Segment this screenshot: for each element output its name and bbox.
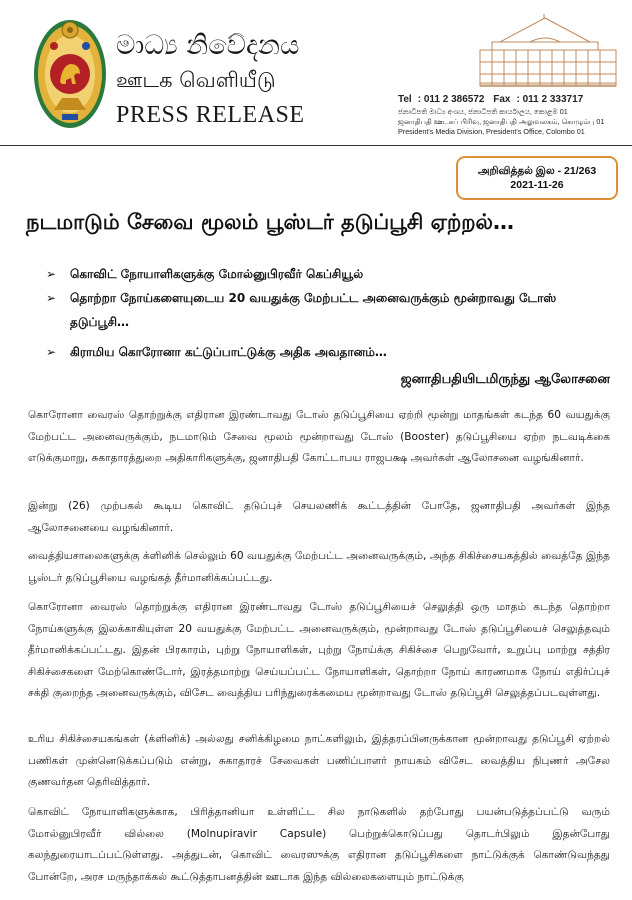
fax-label: Fax: [493, 94, 511, 105]
fax-value: : 011 2 333717: [516, 94, 584, 105]
address-english: President's Media Division, President's Office, Colombo 01: [398, 127, 585, 136]
notice-date: 2021-11-26: [510, 179, 564, 191]
list-item: [46, 262, 606, 286]
sri-lanka-emblem-icon: [32, 18, 108, 130]
subheading: ஜனாதிபதியிடமிருந்து ஆலோசனை: [400, 372, 610, 387]
arrow-bullet-icon: ➢: [46, 267, 57, 281]
contact-block: [398, 93, 624, 137]
presidential-secretariat-building-icon: [470, 12, 620, 90]
tel-value: : 011 2 386572: [417, 94, 485, 105]
bullet-text: கிராமிய கொரோனா கட்டுப்பாட்டுக்கு அதிக அவதானம்…: [70, 345, 387, 359]
bullet-list: [46, 262, 606, 364]
header-divider: [0, 145, 632, 146]
title-tamil: ஊடக வெளியீடு: [116, 68, 276, 92]
paragraph: கொரோனா வைரஸ் தொற்றுக்கு எதிரான இரண்டாவது டோஸ் தடுப்பூசியை ஏற்றி மூன்று மாதங்கள் கடந்த 60 வயதுக்கு மேற்பட்ட அனைவருக்கும், நடமாடும் சேவை மூலம் மூன்றாவது டோஸ் (Booster) தடுப்பூசியை ஏற்ற நடவடிக்கை எடுக்குமாறு, சுகாதாரத்துறை அதிகாரிகளுக்கு, ஜனாதிபதி கோட்டாபய ராஜபக்ஷ அவர்கள் ஆலோசனை வழங்கினார்.: [28, 409, 610, 464]
title-sinhala: මාධ්‍ය නිවේදනය: [116, 30, 300, 61]
list-item: [46, 286, 606, 334]
tel-label: Tel: [398, 94, 412, 105]
paragraph: இன்று (26) முற்பகல் கூடிய கொவிட் தடுப்புச் செயலணிக் கூட்டத்தின் போதே, ஜனாதிபதி அவர்கள் இந்த ஆலோசனையை வழங்கினார்.: [28, 500, 610, 534]
list-item: [46, 340, 606, 364]
notice-box: [456, 156, 618, 200]
paragraph: கொரோனா வைரஸ் தொற்றுக்கு எதிரான இரண்டாவது டோஸ் தடுப்பூசியைச் செலுத்தி ஒரு மாதம் கடந்த தொற்றா நோய்களுக்கு இலக்காகியுள்ள 20 வயதுக்கு மேற்பட்ட அனைவருக்கும், மூன்றாவது டோஸ் தடுப்பூசியைச் செலுத்தவும் தீர்மானிக்கப்பட்டது. இதன் பிரகாரம், புற்று நோயாளிகள், புற்று நோய்க்கு சிகிச்சை பெறுவோர், உறுப்பு மாற்று சத்திர சிகிச்சைகளை மேற்கொண்டோர், இரத்தமாற்று செய்யப்பட்ட நோயாளிகள், தொற்றா நோய் காரணமாக நோய் எதிர்ப்புச் சக்தி குறைந்த அனைவருக்கும், விசேட வைத்திய பரிந்துரைக்கமைய மூன்றாவது டோஸ் தடுப்பூசி செலுத்தப்படவுள்ளது.: [28, 601, 610, 699]
address-sinhala: ජනාධිපති මාධ්‍ය අංශය, ජනාධිපති කාර්යාලය, කොළඹ 01: [398, 107, 568, 116]
arrow-bullet-icon: ➢: [46, 291, 57, 305]
title-block: [116, 30, 305, 130]
headline: நடமாடும் சேவை மூலம் பூஸ்டர் தடுப்பூசி ஏற்றல்…: [26, 210, 514, 234]
title-english: PRESS RELEASE: [116, 102, 305, 128]
arrow-bullet-icon: ➢: [46, 345, 57, 359]
notice-number: அறிவித்தல் இல - 21/263: [477, 165, 597, 177]
bullet-text: தொற்றா நோய்களையுடைய 20 வயதுக்கு மேற்பட்ட அனைவருக்கும் மூன்றாவது டோஸ் தடுப்பூசி…: [70, 291, 557, 329]
address-tamil: ஜனாதிபதி ஊடகப் பிரிவு, ஜனாதிபதி அலுவலகம், கொழும்பு 01: [398, 117, 605, 126]
paragraph: வைத்தியசாலைகளுக்கு க்ளினிக் செல்லும் 60 வயதுக்கு மேற்பட்ட அனைவருக்கும், அந்த சிகிச்சையகத்தில் வைத்தே இந்த பூஸ்டர் தடுப்பூசியை வழங்கத் தீர்மானிக்கப்பட்டது.: [28, 550, 610, 584]
paragraph: உரிய சிகிச்சையகங்கள் (க்ளினிக்) அல்லது சனிக்கிழமை நாட்களிலும், இத்தரப்பினருக்கான மூன்றாவது தடுப்பூசி ஏற்றல் பணிகள் முன்னெடுக்கப்படும் என்று, சுகாதாரச் சேவைகள் பணிப்பாளர் நாயகம் விசேட வைத்திய நிபுணர் அசேல குணவர்தன தெரிவித்தார்.: [28, 733, 610, 788]
letterhead: [0, 0, 632, 148]
bullet-text: கொவிட் நோயாளிகளுக்கு மோல்னுபிரவீர் கெப்சியூல்: [70, 267, 364, 281]
tel-fax-line: [398, 93, 624, 107]
paragraph: கொவிட் நோயாளிகளுக்காக, பிரித்தானியா உள்ளிட்ட சில நாடுகளில் தற்போது பயன்படுத்தப்பட்டு வரும் மோல்னுபிரவீர் வில்லை (Molnupiravir Capsule) பெற்றுக்கொடுப்பது தொடர்பிலும் இதன்போது கலந்துரையாடப்பட்டுள்ளது. அத்துடன், கொவிட் வைரஸுக்கு எதிரான தடுப்பூசிகளை நாட்டுக்குக் கொண்டுவந்தது போன்றே, அரச மருந்தாக்கல் கூட்டுத்தாபனத்தின் ஊடாக இந்த வில்லைகளையும் நாட்டுக்கு: [28, 806, 610, 883]
